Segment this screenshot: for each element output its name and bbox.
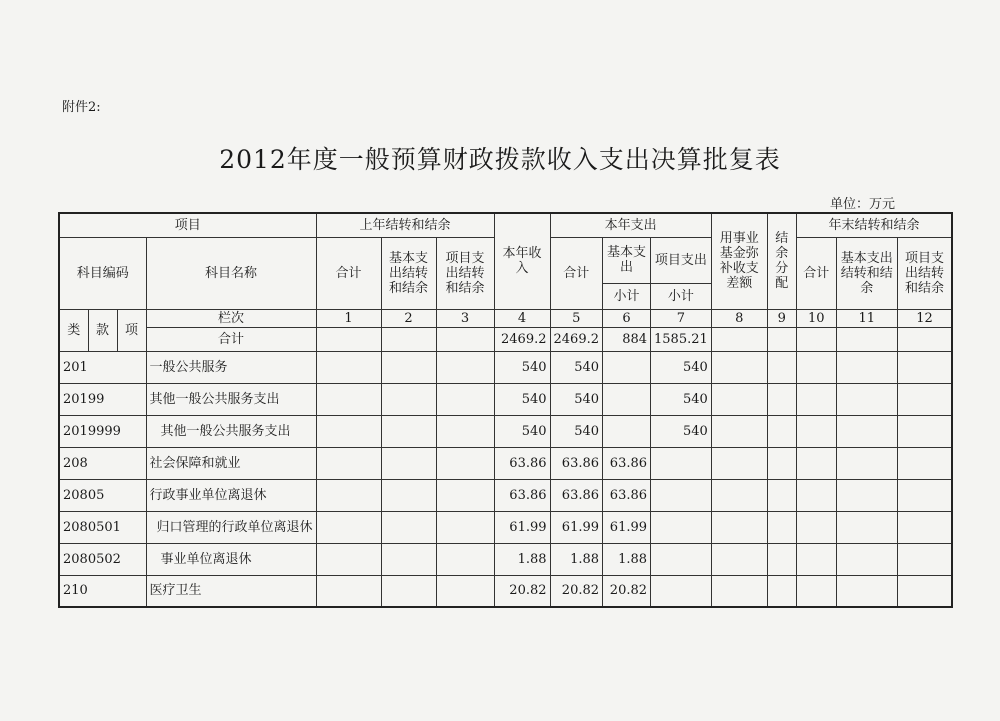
row-income: 540	[494, 415, 550, 447]
row-exp-total: 63.86	[550, 479, 603, 511]
column-no-10: 10	[796, 309, 836, 327]
header-expense: 本年支出	[550, 213, 711, 237]
header-prev-project: 项目支出结转和结余	[436, 237, 494, 309]
cell	[767, 327, 796, 351]
row-code: 2080502	[59, 543, 146, 575]
table-row	[59, 479, 952, 511]
header-item: 项目	[59, 213, 316, 237]
row-basic: 1.88	[603, 543, 651, 575]
header-year-end: 年末结转和结余	[796, 213, 952, 237]
row-name: 医疗卫生	[146, 575, 316, 607]
header-project-exp: 项目支出	[651, 237, 712, 283]
row-name: 事业单位离退休	[146, 543, 316, 575]
header-prev-carry: 上年结转和结余	[316, 213, 494, 237]
row-exp-total: 1.88	[550, 543, 603, 575]
row-code: 20199	[59, 383, 146, 415]
header-basic-exp: 基本支出	[603, 237, 651, 283]
row-exp-total: 20.82	[550, 575, 603, 607]
row-income: 540	[494, 383, 550, 415]
cell	[316, 327, 381, 351]
column-no-11: 11	[836, 309, 897, 327]
header-prev-total: 合计	[316, 237, 381, 309]
header-end-total: 合计	[796, 237, 836, 309]
row-basic	[603, 415, 651, 447]
table-row	[59, 447, 952, 479]
row-basic: 63.86	[603, 447, 651, 479]
cell	[381, 327, 436, 351]
row-basic: 61.99	[603, 511, 651, 543]
row-basic: 63.86	[603, 479, 651, 511]
row-name: 一般公共服务	[146, 351, 316, 383]
row-code: 2080501	[59, 511, 146, 543]
table-row	[59, 415, 952, 447]
row-exp-total: 63.86	[550, 447, 603, 479]
column-no-5: 5	[550, 309, 603, 327]
header-end-basic: 基本支出结转和结余	[836, 237, 897, 309]
row-income: 61.99	[494, 511, 550, 543]
row-name: 其他一般公共服务支出	[146, 383, 316, 415]
column-no-3: 3	[436, 309, 494, 327]
row-exp-total: 540	[550, 351, 603, 383]
row-project	[651, 447, 712, 479]
header-xiang: 项	[117, 309, 146, 351]
row-income: 63.86	[494, 479, 550, 511]
row-project: 540	[651, 351, 712, 383]
header-project-subtotal: 小计	[651, 283, 712, 309]
total-income: 2469.2	[494, 327, 550, 351]
row-income: 20.82	[494, 575, 550, 607]
row-basic	[603, 351, 651, 383]
row-basic: 20.82	[603, 575, 651, 607]
table-row	[59, 511, 952, 543]
header-income: 本年收入	[494, 213, 550, 309]
header-prev-basic: 基本支出结转和结余	[381, 237, 436, 309]
row-code: 20805	[59, 479, 146, 511]
row-project: 540	[651, 415, 712, 447]
row-project: 540	[651, 383, 712, 415]
row-income: 540	[494, 351, 550, 383]
row-income: 63.86	[494, 447, 550, 479]
header-lei: 类	[59, 309, 88, 351]
cell	[897, 327, 952, 351]
row-name: 行政事业单位离退休	[146, 479, 316, 511]
row-code: 208	[59, 447, 146, 479]
attachment-label: 附件2:	[62, 100, 101, 115]
row-code: 2019999	[59, 415, 146, 447]
column-no-label: 栏次	[146, 309, 316, 327]
column-no-9: 9	[767, 309, 796, 327]
header-end-project: 项目支出结转和结余	[897, 237, 952, 309]
column-no-7: 7	[651, 309, 712, 327]
table-row	[59, 351, 952, 383]
table-row	[59, 543, 952, 575]
header-subject-name: 科目名称	[146, 237, 316, 309]
row-exp-total: 61.99	[550, 511, 603, 543]
header-basic-subtotal: 小计	[603, 283, 651, 309]
cell	[836, 327, 897, 351]
row-project	[651, 575, 712, 607]
total-project: 1585.21	[651, 327, 712, 351]
row-basic	[603, 383, 651, 415]
table-row	[59, 575, 952, 607]
column-no-1: 1	[316, 309, 381, 327]
row-project	[651, 511, 712, 543]
column-no-4: 4	[494, 309, 550, 327]
total-expense: 2469.2	[550, 327, 603, 351]
row-name: 其他一般公共服务支出	[146, 415, 316, 447]
header-subject-code: 科目编码	[59, 237, 146, 309]
cell	[796, 327, 836, 351]
row-name: 社会保障和就业	[146, 447, 316, 479]
column-no-2: 2	[381, 309, 436, 327]
page-title: 2012年度一般预算财政拨款收入支出决算批复表	[219, 145, 781, 174]
header-surplus-alloc: 结余分配	[767, 213, 796, 309]
cell	[711, 327, 767, 351]
row-income: 1.88	[494, 543, 550, 575]
header-fund-supplement: 用事业基金弥补收支差额	[711, 213, 767, 309]
row-exp-total: 540	[550, 383, 603, 415]
header-kuan: 款	[88, 309, 117, 351]
row-project	[651, 479, 712, 511]
grand-total-label: 合计	[146, 327, 316, 351]
row-code: 210	[59, 575, 146, 607]
unit-label: 单位：万元	[830, 197, 896, 212]
row-name: 归口管理的行政单位离退休	[146, 511, 316, 543]
budget-table	[58, 212, 953, 608]
row-code: 201	[59, 351, 146, 383]
column-no-12: 12	[897, 309, 952, 327]
column-no-8: 8	[711, 309, 767, 327]
row-exp-total: 540	[550, 415, 603, 447]
header-exp-total: 合计	[550, 237, 603, 309]
cell	[436, 327, 494, 351]
total-basic: 884	[603, 327, 651, 351]
table-row	[59, 383, 952, 415]
column-no-6: 6	[603, 309, 651, 327]
row-project	[651, 543, 712, 575]
